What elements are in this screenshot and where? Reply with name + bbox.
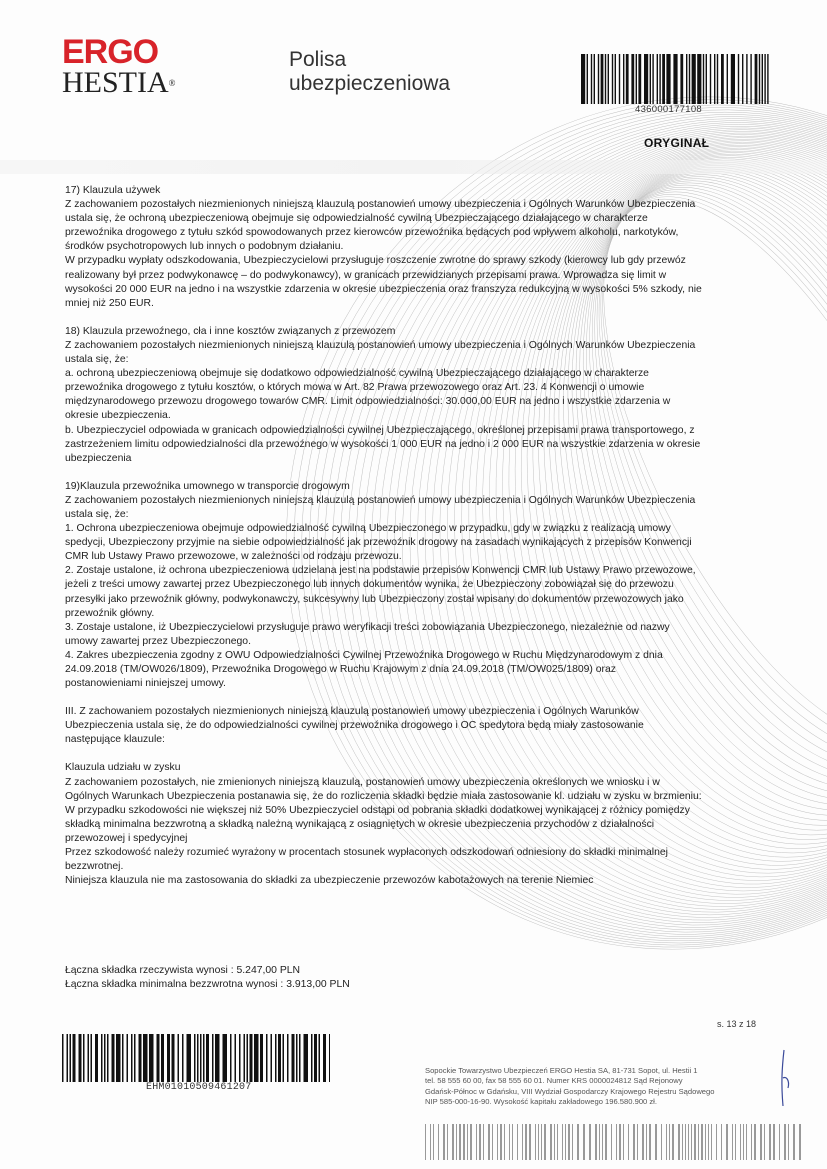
text-line: Ogólnych Warunkach Ubezpieczenia postanawia się, że do rozliczenia składki będzie miała zastosowanie kl. udziału w zysku w brzmieniu:: [65, 790, 702, 802]
text-line: a. ochroną ubezpieczeniową obejmuje się dodatkowo odpowiedzialność cywilną Ubezpieczającego działającego w charakterze: [65, 368, 649, 380]
text-line: ustala się, że:: [65, 354, 129, 366]
text-line: 17) Klauzula używek: [65, 185, 161, 196]
text-line: Z zachowaniem pozostałych niezmienionych niniejszą klauzulą postanowień umowy ubezpieczenia i Ogólnych Warunków Ubezpieczenia: [65, 339, 696, 351]
text-line: Z zachowaniem pozostałych, nie zmienionych niniejszą klauzulą, postanowień umowy ubezpieczenia określonych we wniosku i w: [65, 776, 660, 788]
text-line: 1. Ochrona ubezpieczeniowa obejmuje odpowiedzialność cywilną Ubezpieczonego w przypadku, gdy w związku z realizacją umowy: [65, 523, 671, 535]
text-line: tel. 58 555 60 00, fax 58 555 60 01. Numer KRS 0000024812 Sąd Rejonowy: [425, 1076, 683, 1086]
text-line: 4. Zakres ubezpieczenia zgodny z OWU Odpowiedzialności Cywilnej Przewoźnika Drogowego w Ruchu Międzynarodowym z dnia: [65, 649, 663, 661]
clause-17: [65, 184, 770, 311]
header-divider-band: [0, 160, 827, 174]
text-line: jeżeli z treści umowy zawartej przez Ubezpieczonego lub innych dokumentów wynika, że Ubezpieczony zobowiązał się do przewozu: [65, 579, 674, 591]
ergo-hestia-logo: [62, 33, 182, 99]
text-line: Gdańsk-Północ w Gdańsku, VIII Wydział Gospodarczy Krajowego Rejestru Sądowego: [425, 1086, 715, 1096]
text-line: wysokości 20 000 EUR na jedno i na wszystkie zdarzenia w okresie ubezpieczenia oraz franszyza redukcyjną w wysokości 5% szkody, nie: [65, 283, 702, 295]
text-line: 3. Zostaje ustalone, iż Ubezpieczycielowi przysługuje prawo weryfikacji treści zobowiązania Ubezpieczonego, niezależnie od nazwy: [65, 621, 670, 633]
text-line: W przypadku wypłaty odszkodowania, Ubezpieczycielowi przysługuje roszczenie zwrotne do sprawy szkody (kierowcy lub gdy przewóz: [65, 255, 686, 267]
original-stamp: ORYGINAŁ: [644, 136, 710, 150]
text-line: realizowany był przez podwykonawcę – do podwykonawcy), w granicach przewidzianych przepisami prawa. Wprowadza się limit w: [65, 269, 667, 281]
policy-number: 436000177108: [635, 104, 703, 115]
text-line: CMR lub Ustawy Prawo przewozowe, w zależności od rodzaju przewozu.: [65, 551, 402, 563]
actual-premium: Łączna składka rzeczywista wynosi : 5.247,00 PLN: [65, 965, 301, 976]
text-line: przewoźnika drogowego z tytułu kosztów, o których mowa w Art. 82 Prawa przewozowego oraz Art. 23. 4 Konwencji o umowie: [65, 382, 645, 394]
text-line: międzynarodowego przewozu drogowego towarów CMR. Limit odpowiedzialności: 30.000,00 EUR na jedno i wszystkie zdarzenia w: [65, 396, 671, 408]
page-number: s. 13 z 18: [717, 1019, 757, 1029]
text-line: składką minimalna bezzwrotną a składką należną wynikającą z osiągniętych w okresie ubezpieczenia przychodów z działalności: [65, 818, 655, 830]
text-line: 19)Klauzula przewoźnika umownego w transporcie drogowym: [65, 480, 350, 492]
text-line: W przypadku szkodowości nie większej niż 50% Ubezpieczyciel odstąpi od pobrania składki dodatkowej wynikającej z różnicy pomiędzy: [65, 804, 690, 816]
clause-19: [65, 480, 770, 691]
text-line: przesyłki jako przewoźnik główny, podwykonawczy, sukcesywny lub Ubezpieczony został wpisany do dokumentów przewozowych jako: [65, 593, 684, 605]
text-line: środków psychotropowych lub innych o podobnym działaniu.: [65, 241, 344, 253]
document-barcode: [62, 1034, 330, 1082]
text-line: Z zachowaniem pozostałych niezmienionych niniejszą klauzulą postanowień umowy ubezpieczenia i Ogólnych Warunków Ubezpieczenia: [65, 494, 696, 506]
company-footer: [425, 1066, 785, 1108]
text-line: ubezpieczenia: [65, 452, 132, 464]
text-line: 18) Klauzula przewoźnego, cła i inne kosztów związanych z przewozem: [65, 325, 396, 337]
minimum-premium: Łączna składka minimalna bezzwrotna wynosi : 3.913,00 PLN: [65, 979, 350, 991]
text-line: Z zachowaniem pozostałych niezmienionych niniejszą klauzulą postanowień umowy ubezpieczenia i Ogólnych Warunków Ubezpieczenia: [65, 199, 696, 211]
text-line: przewozowej i spedycyjnej: [65, 832, 188, 844]
text-line: zastrzeżeniem limitu odpowiedzialności dla przewoźnego w wysokości 1 000 EUR na jedno i 2 000 EUR na wszystkie zdarzenia w okresie: [65, 438, 701, 450]
text-line: Ubezpieczenia ustala się, że do odpowiedzialności cywilnej przewoźnika drogowego i OC spedytora będą miały zastosowanie: [65, 720, 644, 732]
text-line: NIP 585-000-16-90. Wysokość kapitału zakładowego 196.580.900 zł.: [425, 1097, 657, 1107]
document-barcode-number: EHM01010509461207: [146, 1082, 252, 1093]
text-line: następujące klauzule:: [65, 734, 165, 746]
text-line: Niniejsza klauzula nie ma zastosowania do składki za ubezpieczenie przewozów kabotażowych na terenie Niemiec: [65, 875, 594, 887]
text-line: postanowieniami niniejszej umowy.: [65, 678, 226, 690]
text-line: przewoźnika drogowego z tytułu szkód spowodowanych przez kierowców przewoźnika będących pod wpływem alkoholu, narkotyków,: [65, 227, 679, 239]
text-line: bezzwrotnej.: [65, 861, 124, 873]
text-line: przewoźnik główny.: [65, 607, 155, 619]
text-line: III. Z zachowaniem pozostałych niezmienionych niniejszą klauzulą postanowień umowy ubezpieczenia i Ogólnych Warunków: [65, 706, 639, 718]
text-line: spedycji, Ubezpieczony przyjmie na siebie odpowiedzialność jak przewoźnik drogowy na zasadach wynikających z przepisów Konwencji: [65, 537, 692, 549]
text-line: Klauzula udziału w zysku: [65, 762, 181, 774]
page-title: Polisa ubezpieczeniowa: [289, 48, 451, 95]
document-body: [65, 184, 770, 902]
text-line: b. Ubezpieczyciel odpowiada w granicach odpowiedzialności cywilnej Ubezpieczającego, określonej przepisami prawa transportowego, z: [65, 424, 695, 436]
profit-share-clause: [65, 761, 770, 888]
text-line: mniej niż 250 EUR.: [65, 297, 154, 309]
text-line: ustala się, że ochroną ubezpieczeniową obejmuje się odpowiedzialność cywilną Ubezpieczającego działającego w charakterze: [65, 213, 648, 225]
text-line: ustala się, że:: [65, 508, 129, 520]
bottom-barcode-strip: [425, 1124, 805, 1160]
text-line: umowy zawartej przez Ubezpieczonego.: [65, 635, 251, 647]
logo-ergo-text: ERGO: [62, 33, 159, 71]
section-iii: [65, 705, 770, 747]
text-line: 24.09.2018 (TM/OW026/1809), Przewoźnika Drogowego w Ruchu Krajowym z dnia 24.09.2018 (TM/OW025/1809) oraz: [65, 664, 616, 675]
premium-totals: [65, 964, 350, 992]
policy-barcode: [581, 54, 770, 104]
text-line: Sopockie Towarzystwo Ubezpieczeń ERGO Hestia SA, 81-731 Sopot, ul. Hestii 1: [425, 1066, 698, 1075]
text-line: Przez szkodowość należy rozumieć wyrażony w procentach stosunek wypłaconych odszkodowań odniesiony do składki minimalnej: [65, 847, 668, 859]
text-line: 2. Zostaje ustalone, iż ochrona ubezpieczeniowa udzielana jest na podstawie przepisów Konwencji CMR lub Ustawy Prawo przewozowe,: [65, 565, 696, 577]
text-line: okresie ubezpieczenia.: [65, 410, 171, 422]
signature-mark: [778, 1048, 798, 1108]
clause-18: [65, 325, 770, 466]
logo-hestia-text: HESTIA®: [62, 66, 176, 99]
